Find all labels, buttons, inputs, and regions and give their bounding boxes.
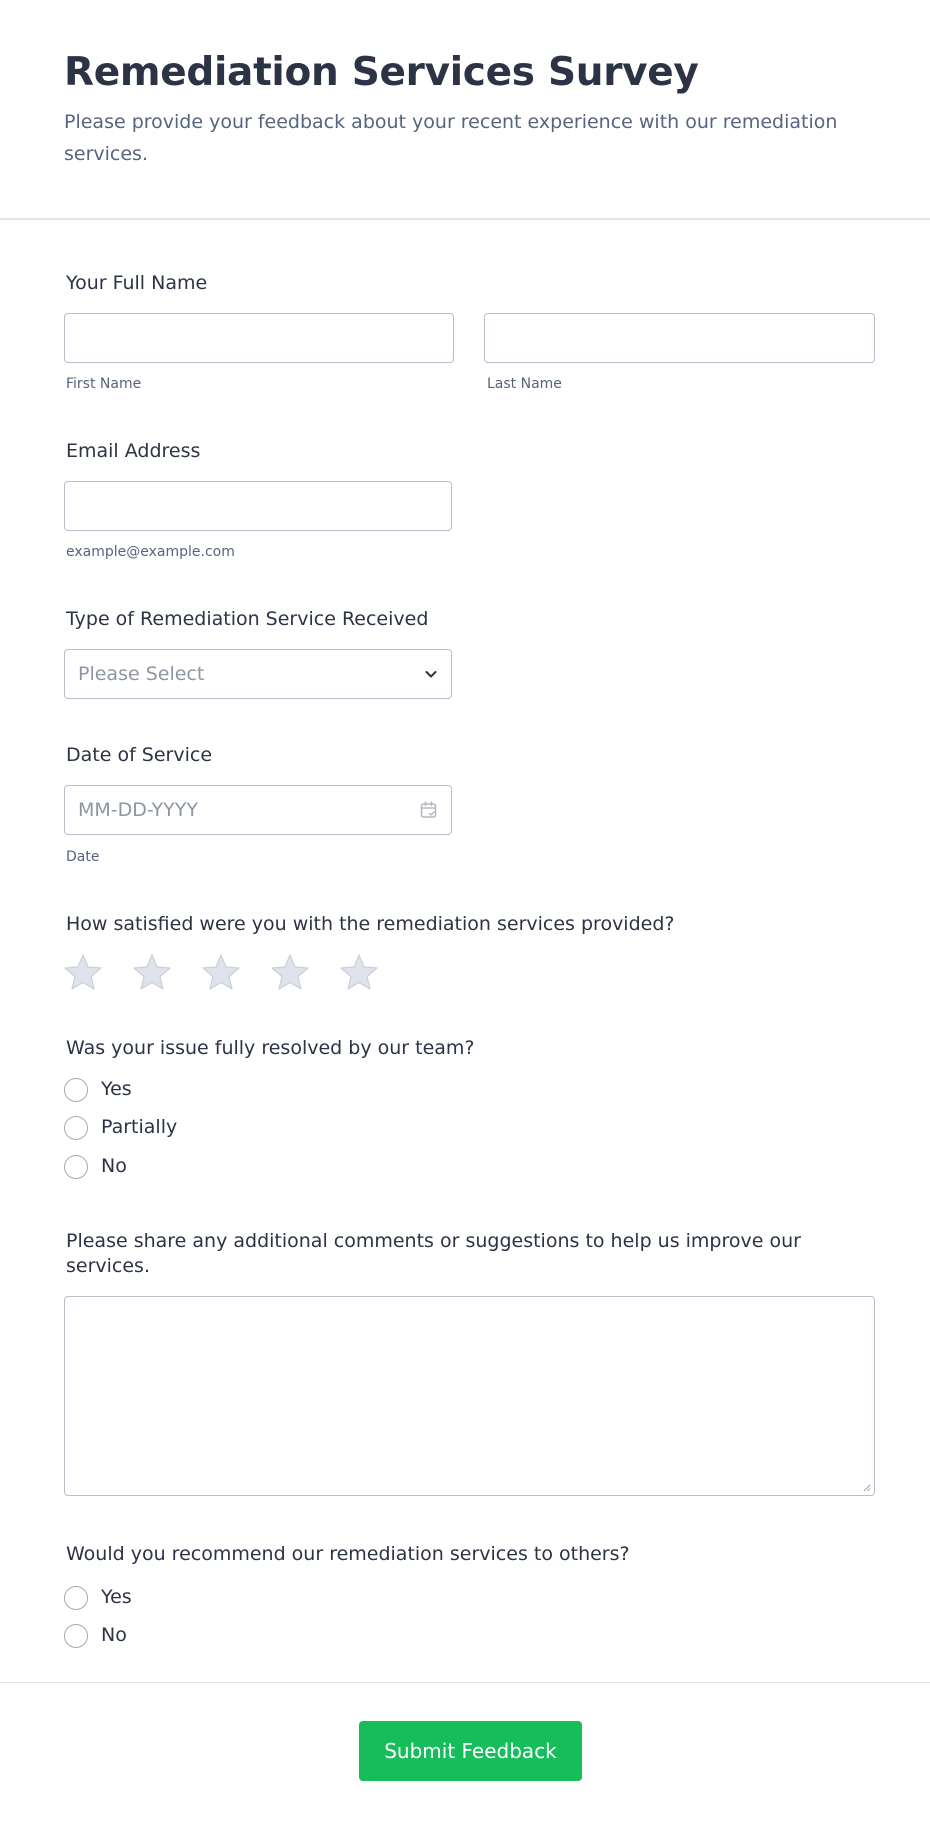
star-2-icon[interactable] [131,952,173,992]
service-date-sublabel: Date [66,849,100,865]
email-label: Email Address [66,440,201,462]
comments-label: Please share any additional comments or suggestions to help us improve our services. [66,1230,801,1277]
radio-button[interactable] [64,1155,88,1179]
service-date-input[interactable] [64,785,452,835]
page-subtitle: Please provide your feedback about your recent experience with our remediation services. [64,111,838,165]
star-4-icon[interactable] [269,952,311,992]
radio-button[interactable] [64,1078,88,1102]
comments-textarea[interactable] [64,1296,875,1496]
recommend-label: Would you recommend our remediation services to others? [66,1543,630,1565]
form-header [0,0,930,220]
email-sublabel: example@example.com [66,544,235,560]
radio-label: No [101,1155,127,1177]
radio-button[interactable] [64,1116,88,1140]
radio-label: No [101,1624,127,1646]
service-type-select[interactable] [64,649,452,699]
radio-button[interactable] [64,1586,88,1610]
first-name-input[interactable] [64,313,454,363]
submit-feedback-button[interactable]: Submit Feedback [359,1721,582,1781]
satisfaction-label: How satisfied were you with the remediation services provided? [66,913,675,935]
calendar-icon[interactable] [420,801,438,819]
radio-label: Yes [101,1586,132,1608]
radio-label: Partially [101,1116,178,1138]
radio-button[interactable] [64,1624,88,1648]
service-date-label: Date of Service [66,744,213,766]
form-footer [0,1682,930,1830]
service-type-selected-value: Please Select [78,663,205,685]
last-name-sublabel: Last Name [487,376,562,392]
full-name-label: Your Full Name [66,272,208,294]
resize-handle-icon[interactable] [861,1482,871,1492]
star-1-icon[interactable] [62,952,104,992]
page-title: Remediation Services Survey [64,50,699,95]
first-name-sublabel: First Name [66,376,142,392]
email-input[interactable] [64,481,452,531]
radio-label: Yes [101,1078,132,1100]
star-5-icon[interactable] [338,952,380,992]
service-type-label: Type of Remediation Service Received [66,608,429,630]
resolved-label: Was your issue fully resolved by our team? [66,1037,475,1059]
last-name-input[interactable] [484,313,875,363]
service-date-placeholder: MM-DD-YYYY [78,799,198,821]
star-3-icon[interactable] [200,952,242,992]
chevron-down-icon [423,666,439,682]
